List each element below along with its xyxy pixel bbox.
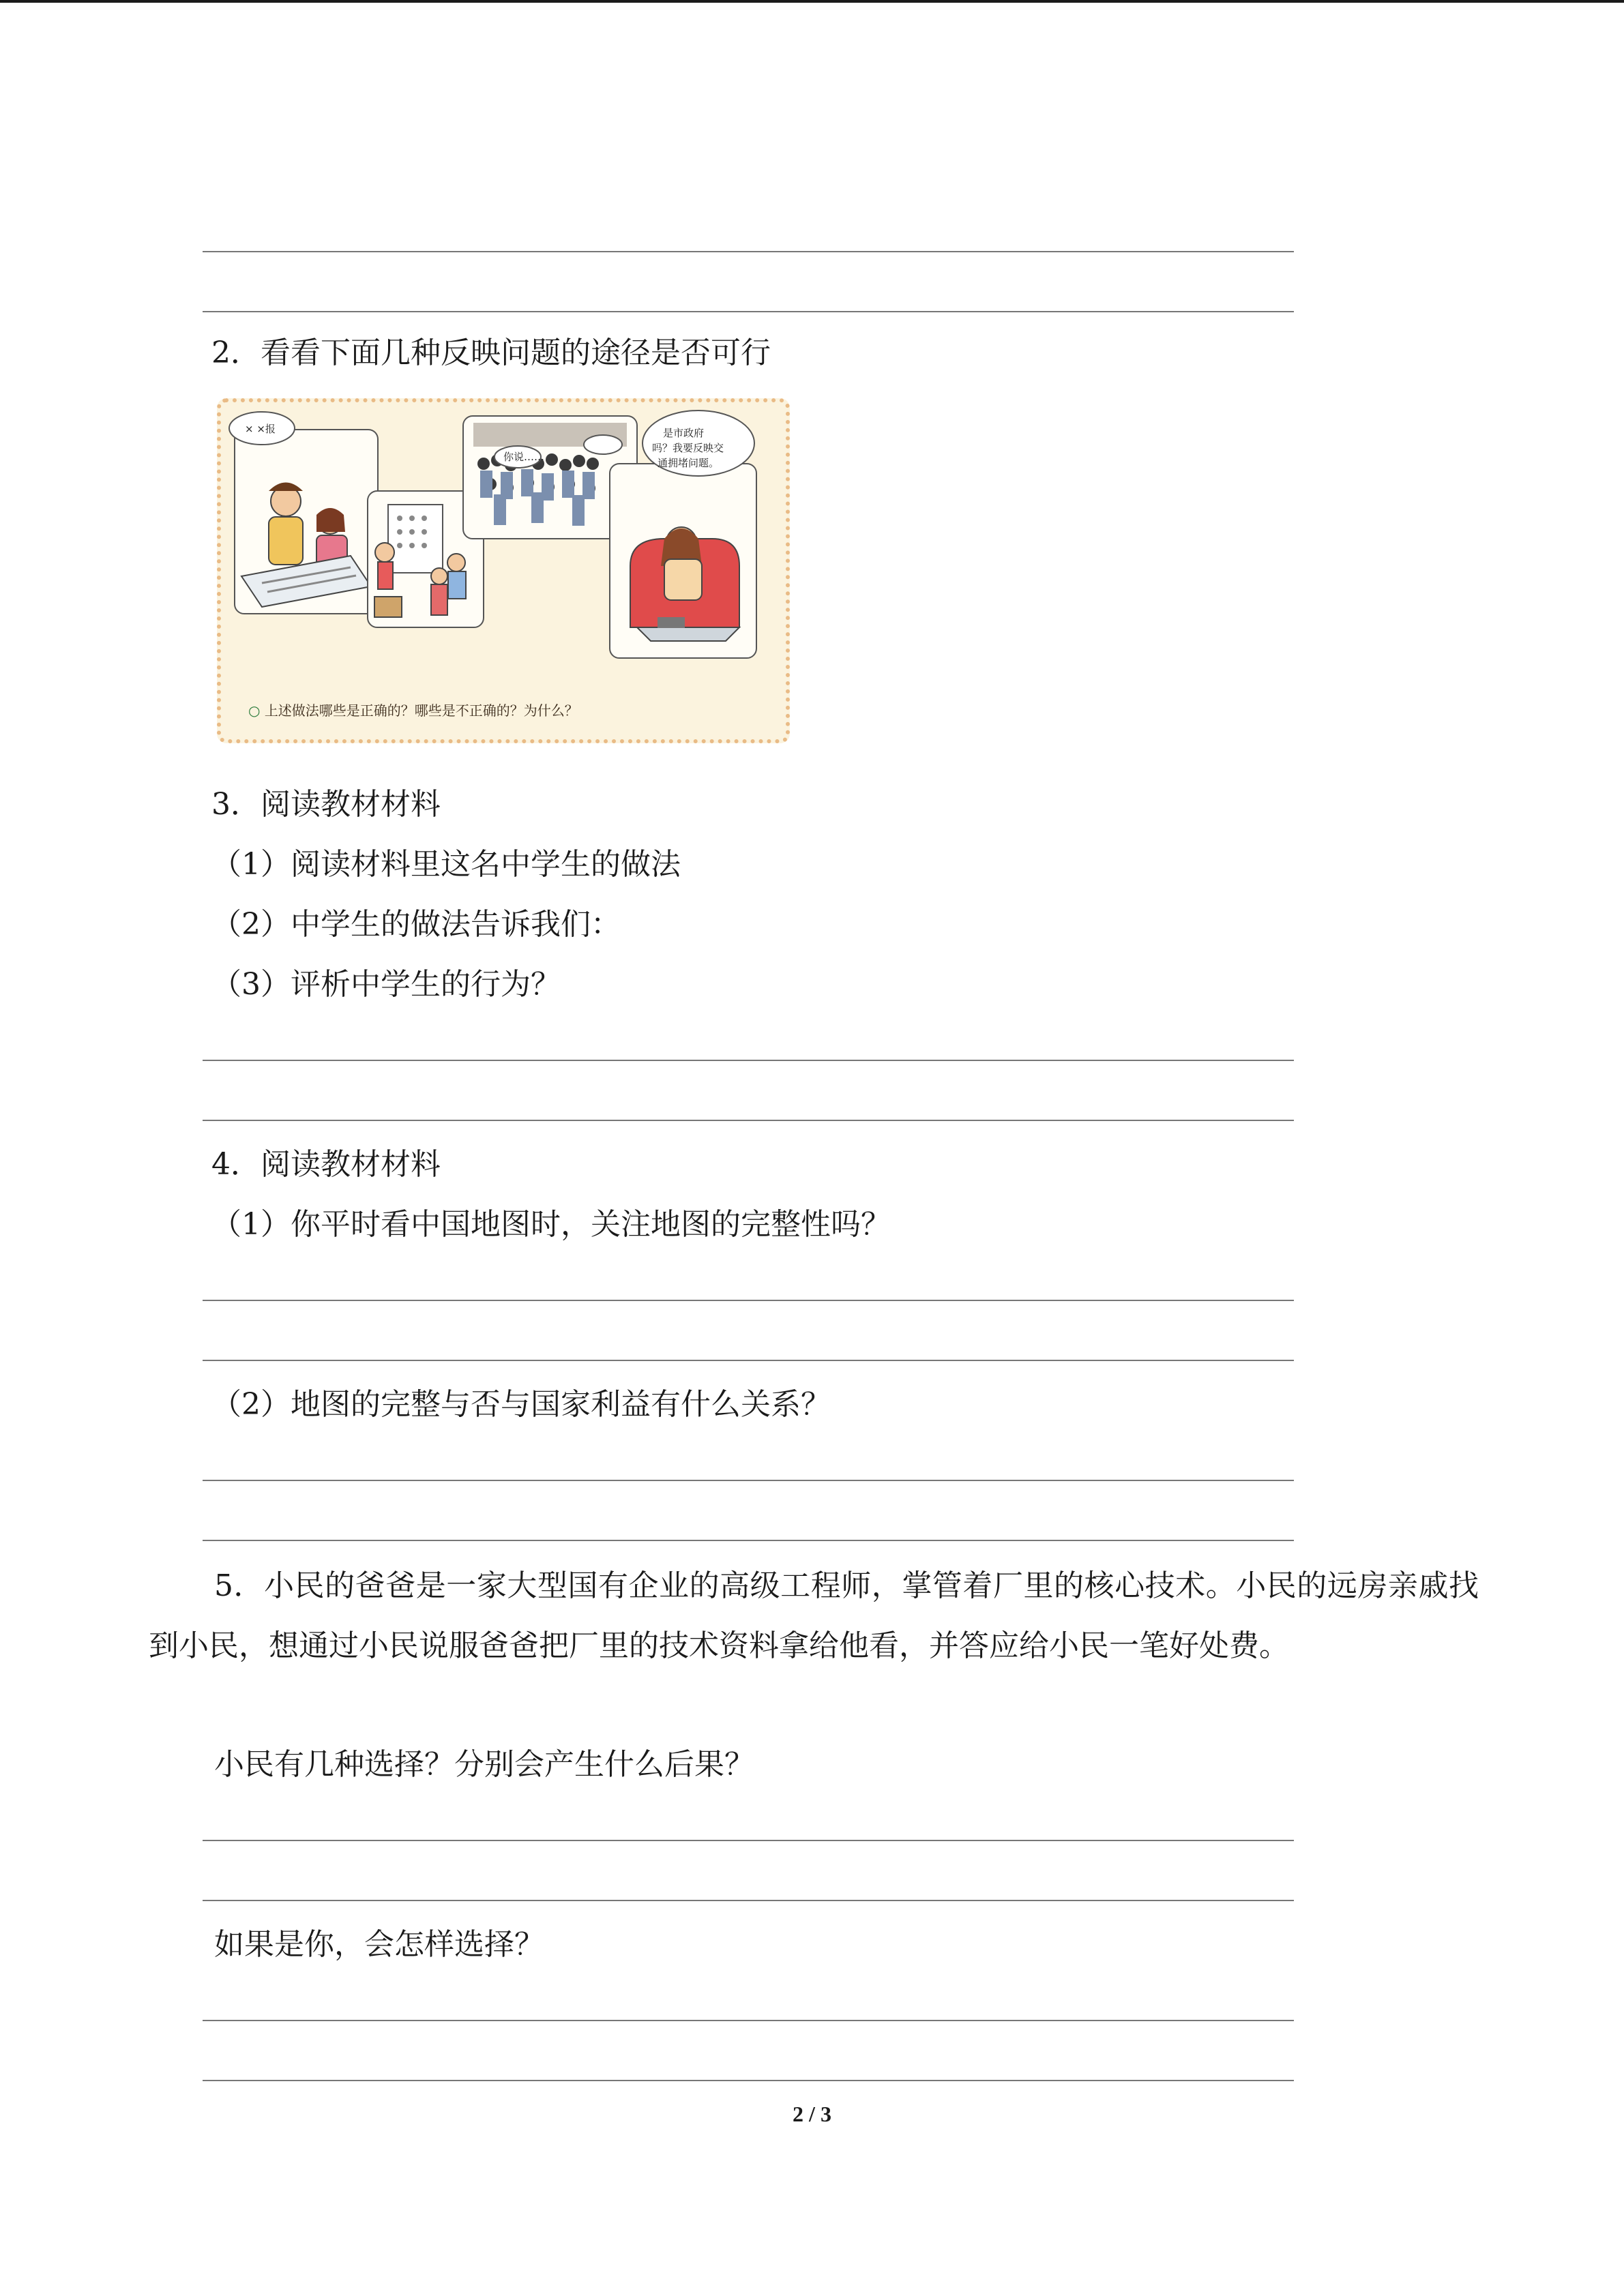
caption-bullet-icon: ○ [248, 702, 261, 719]
answer-line [203, 1540, 1294, 1541]
answer-line [203, 251, 1294, 252]
answer-line [203, 1120, 1294, 1121]
question-5-prompt-1: 小民有几种选择？分别会产生什么后果？ [214, 1747, 754, 1782]
answer-line [203, 1300, 1294, 1301]
answer-line [203, 1840, 1294, 1841]
answer-line [203, 1360, 1294, 1361]
question-4-title: 4．阅读教材材料 [211, 1147, 441, 1182]
svg-text:吗？我要反映交: 吗？我要反映交 [652, 442, 724, 454]
illustration-panel [217, 398, 790, 743]
bubble-crowd-text: 你说…… [503, 451, 545, 463]
illustration-caption: ○ 上述做法哪些是正确的？哪些是不正确的？为什么？ [248, 702, 578, 719]
comic-illustration [221, 402, 786, 739]
answer-line [203, 1900, 1294, 1901]
answer-line [203, 311, 1294, 312]
page-top-border [0, 0, 1624, 3]
question-3-item-1: （1）阅读材料里这名中学生的做法 [211, 847, 681, 882]
bubble-phone-text: 是市政府 [663, 427, 705, 439]
question-3-title: 3．阅读教材材料 [211, 787, 441, 822]
question-3-item-2: （2）中学生的做法告诉我们： [211, 907, 621, 942]
answer-line [203, 1060, 1294, 1061]
question-5-prompt-2: 如果是你，会怎样选择？ [214, 1927, 544, 1962]
answer-line [203, 2020, 1294, 2021]
page-number: 2 / 3 [793, 2102, 831, 2126]
question-4-item-1: （1）你平时看中国地图时，关注地图的完整性吗？ [211, 1207, 891, 1242]
bubble-newspaper-text: × ×报 [245, 423, 276, 435]
question-3-item-3: （3）评析中学生的行为？ [211, 967, 561, 1002]
panel-newspaper [229, 412, 378, 614]
question-2-title: 2．看看下面几种反映问题的途径是否可行 [211, 336, 771, 370]
question-5-paragraph: 5．小民的爸爸是一家大型国有企业的高级工程师，掌管着厂里的核心技术。小民的远房亲戚找到小民，想通过小民说服爸爸把厂里的技术资料拿给他看，并答应给小民一笔好处费。 [149, 1568, 1479, 1663]
svg-text:通拥堵问题。: 通拥堵问题。 [658, 457, 720, 469]
answer-line [203, 1480, 1294, 1481]
question-4-item-2: （2）地图的完整与否与国家利益有什么关系？ [211, 1387, 831, 1422]
answer-line [203, 2080, 1294, 2081]
